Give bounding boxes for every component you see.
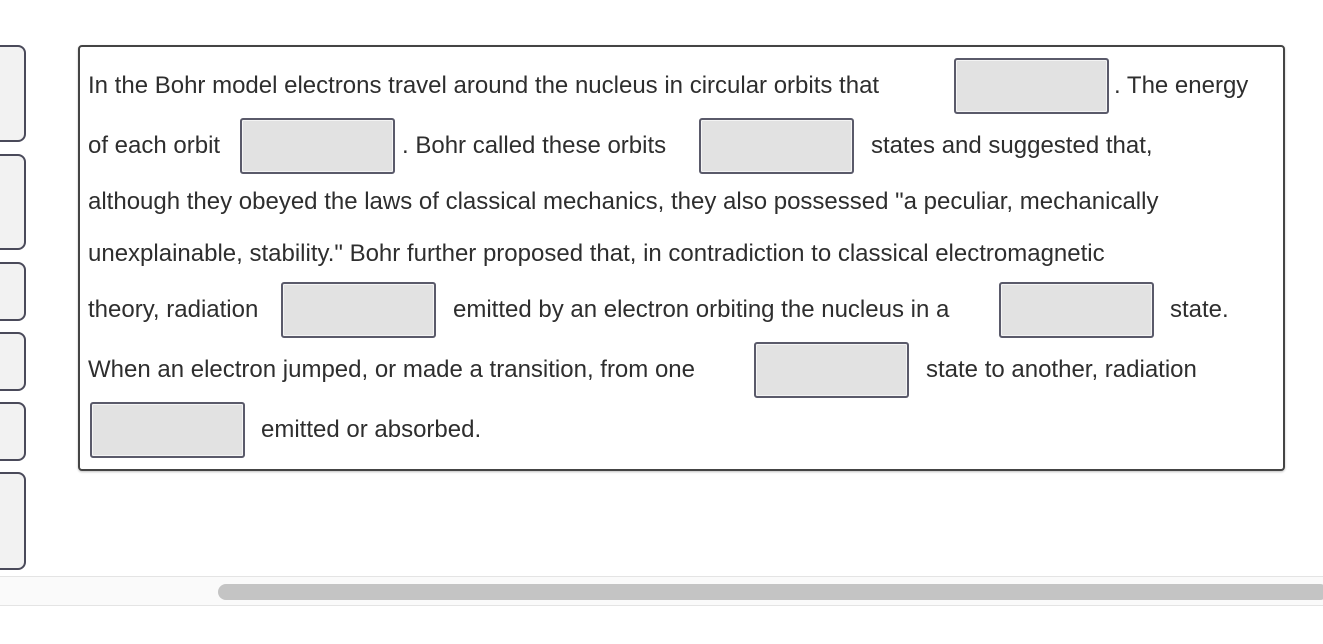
answer-blank-5[interactable] <box>999 282 1154 338</box>
answer-blank-4[interactable] <box>281 282 436 338</box>
passage-text: . The energy <box>1114 72 1249 99</box>
passage-text: state to another, radiation <box>926 356 1197 383</box>
passage-text: unexplainable, stability." Bohr further proposed that, in contradiction to classical electromagnetic <box>88 240 1105 267</box>
passage-text: emitted or absorbed. <box>261 416 482 443</box>
passage-text: When an electron jumped, or made a transition, from one <box>88 356 695 383</box>
word-bank-tile[interactable] <box>0 45 26 142</box>
scrollbar-thumb[interactable] <box>218 584 1323 600</box>
passage-text: emitted by an electron orbiting the nucleus in a <box>453 296 950 323</box>
word-bank-tile[interactable] <box>0 402 26 461</box>
passage-text: In the Bohr model electrons travel around the nucleus in circular orbits that <box>88 72 880 99</box>
passage-panel <box>78 45 1285 471</box>
answer-blank-3[interactable] <box>699 118 854 174</box>
answer-blank-6[interactable] <box>754 342 909 398</box>
passage-text: theory, radiation <box>88 296 259 323</box>
word-bank-tile[interactable] <box>0 262 26 321</box>
passage-text: of each orbit <box>88 132 221 159</box>
answer-blank-7[interactable] <box>90 402 245 458</box>
passage-text: . Bohr called these orbits <box>402 132 667 159</box>
horizontal-scrollbar[interactable] <box>0 576 1323 606</box>
passage-text: states and suggested that, <box>871 132 1153 159</box>
word-bank-tile[interactable] <box>0 332 26 391</box>
passage-text: state. <box>1170 296 1229 323</box>
passage-text: although they obeyed the laws of classical mechanics, they also possessed "a peculiar, mechanically <box>88 188 1159 215</box>
answer-blank-2[interactable] <box>240 118 395 174</box>
word-bank-tile[interactable] <box>0 154 26 250</box>
answer-blank-1[interactable] <box>954 58 1109 114</box>
word-bank-tile[interactable] <box>0 472 26 570</box>
